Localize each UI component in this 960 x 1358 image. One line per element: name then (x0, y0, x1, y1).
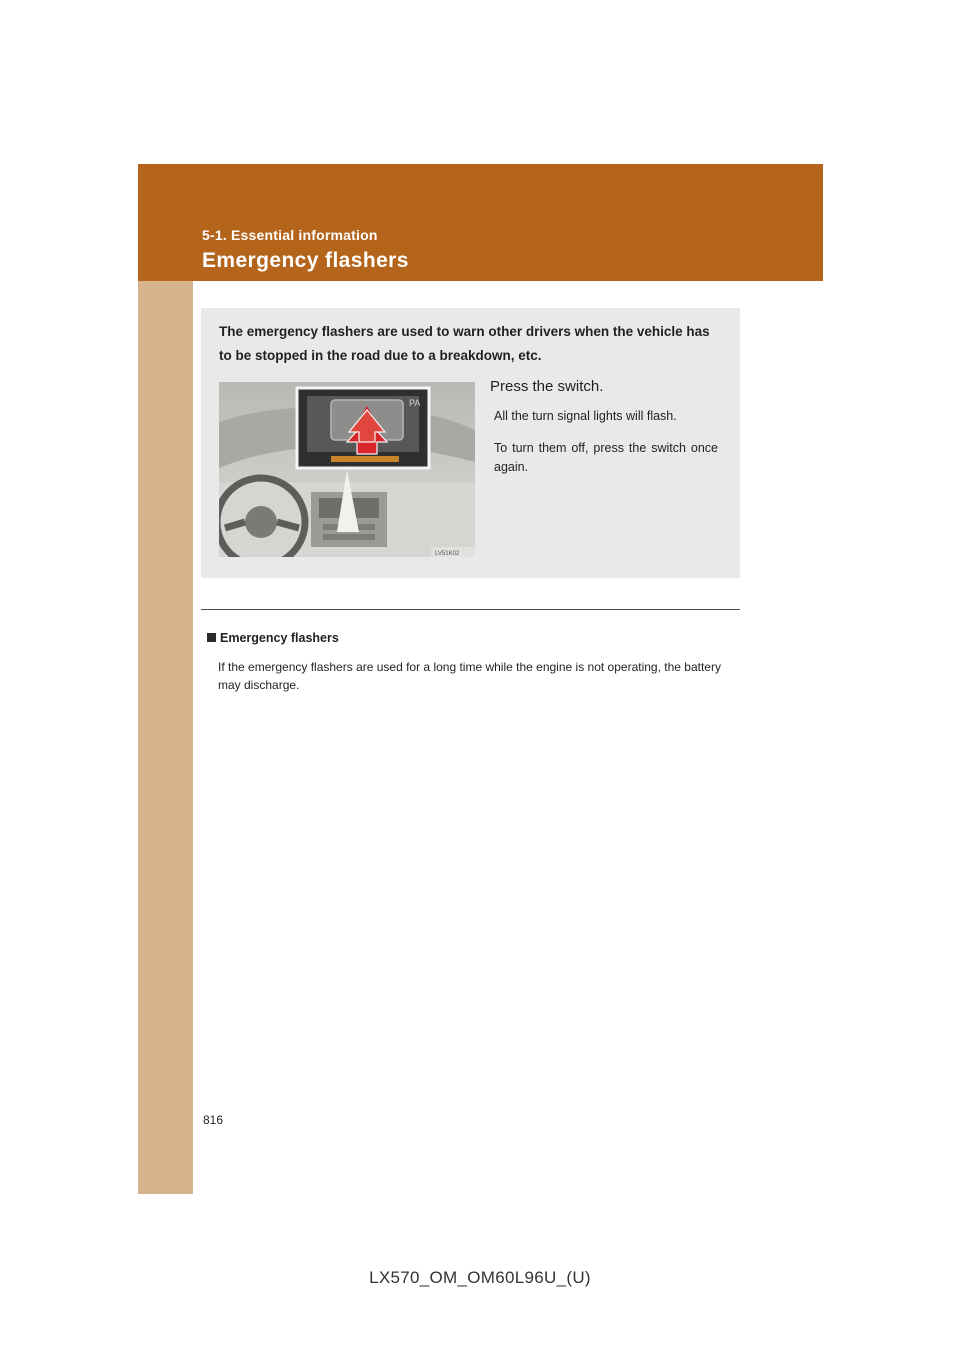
section-divider (201, 609, 740, 610)
document-id: LX570_OM_OM60L96U_(U) (369, 1268, 591, 1287)
step-title: Press the switch. (490, 378, 604, 395)
section-label: 5-1. Essential information (202, 227, 378, 243)
note-heading (207, 631, 339, 645)
hazard-switch-illustration (219, 382, 475, 557)
instruction-box (201, 308, 740, 578)
intro-text: The emergency flashers are used to warn other drivers when the vehicle has to be stopped in the road due to a breakdown, etc. (219, 324, 710, 363)
square-bullet-icon (207, 633, 216, 642)
step-detail-flash: All the turn signal lights will flash. (494, 409, 677, 423)
note-heading-text: Emergency flashers (220, 631, 339, 645)
figure-code: LV51K02 (435, 551, 460, 557)
side-tab-strip (138, 164, 193, 1194)
note-body: If the emergency flashers are used for a long time while the engine is not operating, the battery may discharge. (218, 660, 721, 692)
page-number: 816 (203, 1113, 224, 1127)
step-detail-off: To turn them off, press the switch once again. (494, 441, 718, 474)
panel-text: PA (409, 398, 421, 408)
dashboard-illustration (219, 382, 475, 557)
chapter-header (138, 164, 823, 281)
page-title: Emergency flashers (202, 249, 409, 272)
